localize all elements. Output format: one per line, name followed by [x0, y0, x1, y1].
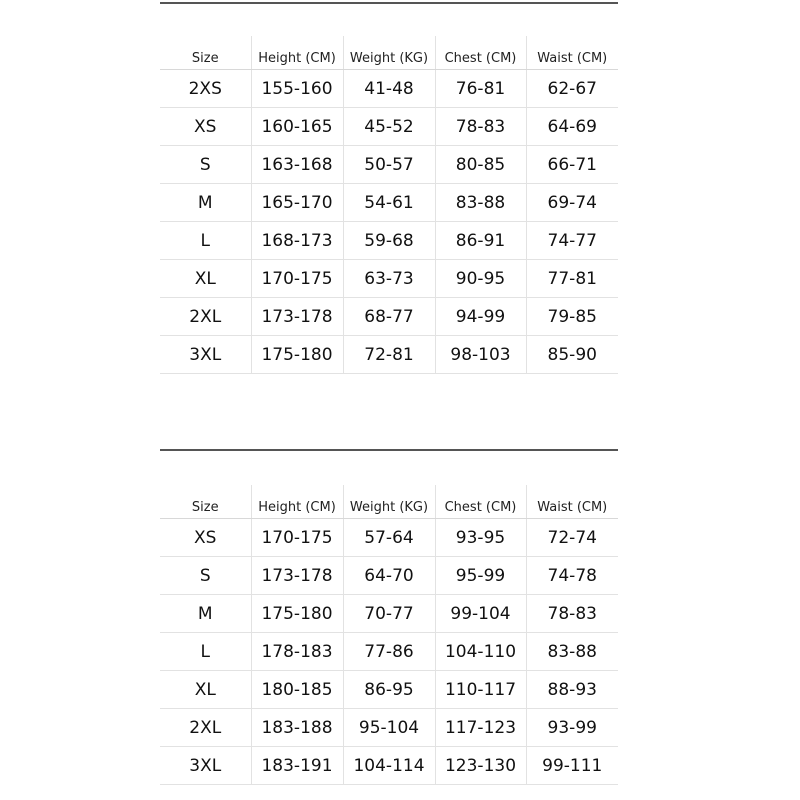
column-header: Weight (KG) [343, 36, 435, 70]
measurement-cell: 90-95 [435, 260, 526, 298]
measurement-cell: 59-68 [343, 222, 435, 260]
measurement-cell: 57-64 [343, 519, 435, 557]
measurement-cell: 173-178 [251, 298, 343, 336]
size-label: L [160, 633, 251, 671]
measurement-cell: 163-168 [251, 146, 343, 184]
measurement-cell: 72-74 [526, 519, 618, 557]
measurement-cell: 95-99 [435, 557, 526, 595]
column-header: Waist (CM) [526, 36, 618, 70]
table-row [160, 747, 618, 785]
table-row [160, 108, 618, 146]
measurement-cell: 178-183 [251, 633, 343, 671]
column-header: Waist (CM) [526, 485, 618, 519]
column-header: Size [160, 36, 251, 70]
measurement-cell: 88-93 [526, 671, 618, 709]
column-header: Height (CM) [251, 36, 343, 70]
measurement-cell: 76-81 [435, 70, 526, 108]
measurement-cell: 78-83 [526, 595, 618, 633]
table-row [160, 70, 618, 108]
column-header: Weight (KG) [343, 485, 435, 519]
measurement-cell: 77-81 [526, 260, 618, 298]
size-label: 3XL [160, 747, 251, 785]
measurement-cell: 123-130 [435, 747, 526, 785]
measurement-cell: 183-191 [251, 747, 343, 785]
table-row [160, 633, 618, 671]
measurement-cell: 93-99 [526, 709, 618, 747]
measurement-cell: 175-180 [251, 595, 343, 633]
measurement-cell: 72-81 [343, 336, 435, 374]
size-label: S [160, 146, 251, 184]
measurement-cell: 79-85 [526, 298, 618, 336]
column-header: Chest (CM) [435, 36, 526, 70]
measurement-cell: 168-173 [251, 222, 343, 260]
measurement-cell: 66-71 [526, 146, 618, 184]
size-label: 2XS [160, 70, 251, 108]
measurement-cell: 170-175 [251, 519, 343, 557]
measurement-cell: 86-95 [343, 671, 435, 709]
measurement-cell: 50-57 [343, 146, 435, 184]
measurement-cell: 170-175 [251, 260, 343, 298]
top-divider [160, 2, 618, 4]
table-row [160, 222, 618, 260]
measurement-cell: 93-95 [435, 519, 526, 557]
measurement-cell: 70-77 [343, 595, 435, 633]
table-row [160, 146, 618, 184]
size-label: XL [160, 671, 251, 709]
size-label: L [160, 222, 251, 260]
middle-divider [160, 449, 618, 451]
measurement-cell: 54-61 [343, 184, 435, 222]
measurement-cell: 74-78 [526, 557, 618, 595]
size-label: XS [160, 108, 251, 146]
measurement-cell: 45-52 [343, 108, 435, 146]
measurement-cell: 68-77 [343, 298, 435, 336]
table-row [160, 298, 618, 336]
column-header: Height (CM) [251, 485, 343, 519]
measurement-cell: 64-70 [343, 557, 435, 595]
measurement-cell: 99-111 [526, 747, 618, 785]
header-row [160, 36, 618, 70]
measurement-cell: 165-170 [251, 184, 343, 222]
header-row [160, 485, 618, 519]
size-label: M [160, 595, 251, 633]
measurement-cell: 94-99 [435, 298, 526, 336]
measurement-cell: 117-123 [435, 709, 526, 747]
measurement-cell: 83-88 [526, 633, 618, 671]
measurement-cell: 63-73 [343, 260, 435, 298]
measurement-cell: 160-165 [251, 108, 343, 146]
size-label: 3XL [160, 336, 251, 374]
measurement-cell: 104-114 [343, 747, 435, 785]
measurement-cell: 95-104 [343, 709, 435, 747]
size-label: XS [160, 519, 251, 557]
measurement-cell: 77-86 [343, 633, 435, 671]
measurement-cell: 64-69 [526, 108, 618, 146]
size-label: XL [160, 260, 251, 298]
measurement-cell: 104-110 [435, 633, 526, 671]
measurement-cell: 183-188 [251, 709, 343, 747]
measurement-cell: 180-185 [251, 671, 343, 709]
measurement-cell: 173-178 [251, 557, 343, 595]
table-row [160, 336, 618, 374]
measurement-cell: 155-160 [251, 70, 343, 108]
measurement-cell: 98-103 [435, 336, 526, 374]
column-header: Size [160, 485, 251, 519]
size-label: S [160, 557, 251, 595]
table-row [160, 671, 618, 709]
size-chart-table-1 [160, 36, 618, 374]
measurement-cell: 83-88 [435, 184, 526, 222]
measurement-cell: 110-117 [435, 671, 526, 709]
table-row [160, 595, 618, 633]
measurement-cell: 86-91 [435, 222, 526, 260]
table-row [160, 184, 618, 222]
table-row [160, 709, 618, 747]
column-header: Chest (CM) [435, 485, 526, 519]
measurement-cell: 62-67 [526, 70, 618, 108]
measurement-cell: 78-83 [435, 108, 526, 146]
measurement-cell: 69-74 [526, 184, 618, 222]
size-label: 2XL [160, 709, 251, 747]
table-row [160, 557, 618, 595]
size-label: 2XL [160, 298, 251, 336]
measurement-cell: 41-48 [343, 70, 435, 108]
measurement-cell: 99-104 [435, 595, 526, 633]
size-label: M [160, 184, 251, 222]
table-row [160, 519, 618, 557]
measurement-cell: 85-90 [526, 336, 618, 374]
measurement-cell: 80-85 [435, 146, 526, 184]
table-row [160, 260, 618, 298]
size-chart-table-2 [160, 485, 618, 785]
measurement-cell: 175-180 [251, 336, 343, 374]
measurement-cell: 74-77 [526, 222, 618, 260]
